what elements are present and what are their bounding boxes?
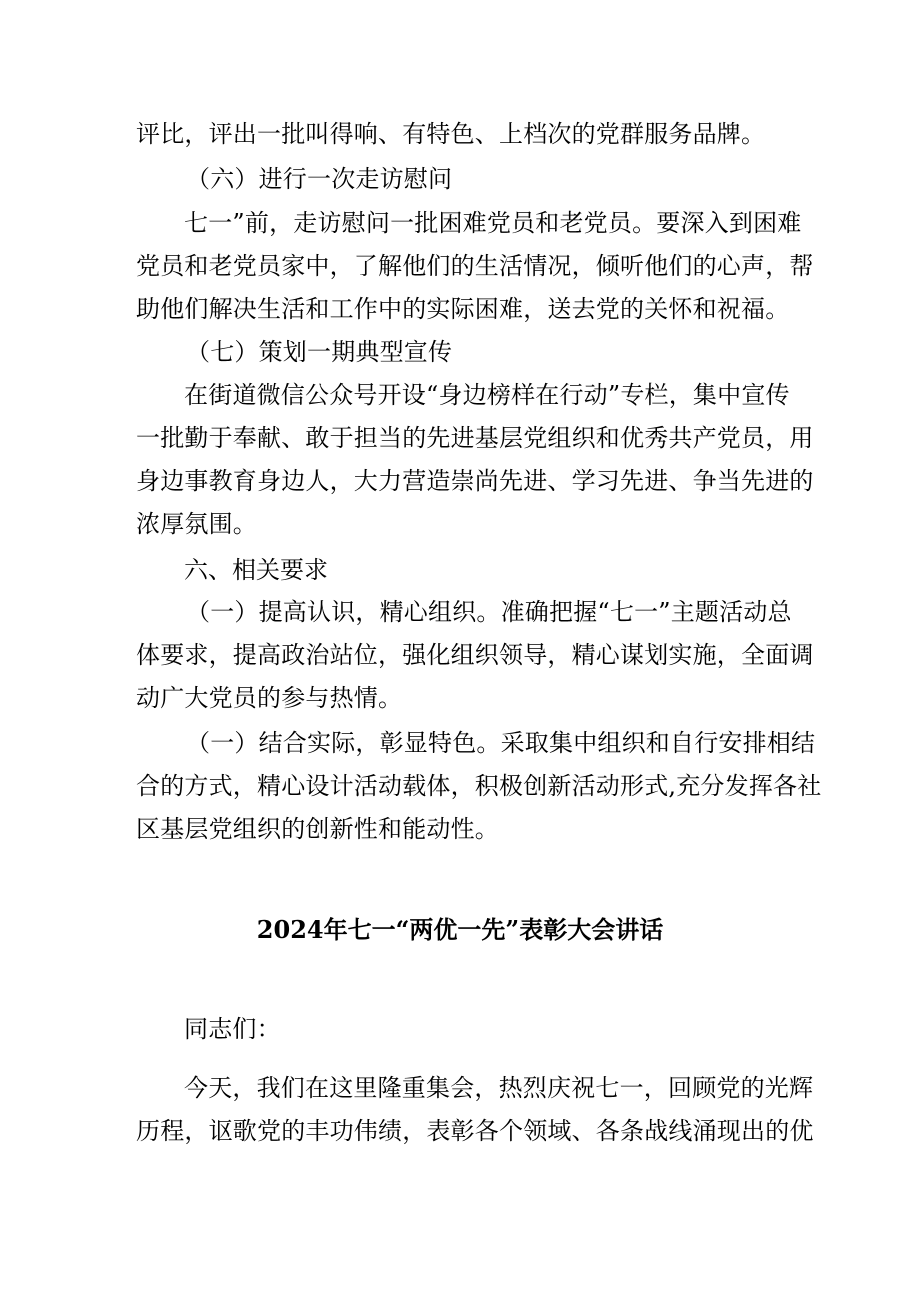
speech-title: 2024年七一“两优一先”表彰大会讲话 <box>256 915 664 944</box>
text-line: 党员和老党员家中，了解他们的生活情况，倾听他们的心声，帮 <box>136 252 814 280</box>
text-line: 身边事教育身边人，大力营造崇尚先进、学习先进、争当先进的 <box>136 467 814 495</box>
text-line: 七一”前，走访慰问一批困难党员和老党员。要深入到困难 <box>184 209 802 237</box>
text-line: 一批勤于奉献、敢于担当的先进基层党组织和优秀共产党员，用 <box>136 424 814 452</box>
text-line: （一）结合实际，彰显特色。采取集中组织和自行安排相结 <box>186 729 816 757</box>
text-line: 体要求，提高政治站位，强化组织领导，精心谋划实施，全面调 <box>136 641 814 669</box>
text-line: 评比，评出一批叫得响、有特色、上档次的党群服务品牌。 <box>136 120 766 148</box>
text-line: （一）提高认识，精心组织。准确把握“七一”主题活动总 <box>186 598 792 626</box>
text-line: 浓厚氛围。 <box>136 510 257 538</box>
section-heading: 六、相关要求 <box>184 556 328 584</box>
subsection-heading: （七）策划一期典型宣传 <box>186 338 453 366</box>
text-line: 在街道微信公众号开设“身边榜样在行动”专栏，集中宣传 <box>184 381 790 409</box>
text-line: 今天，我们在这里隆重集会，热烈庆祝七一，回顾党的光辉 <box>184 1074 814 1102</box>
text-line: 助他们解决生活和工作中的实际困难，送去党的关怀和祝福。 <box>136 295 790 323</box>
subsection-heading: （六）进行一次走访慰问 <box>186 165 453 193</box>
text-line: 合的方式，精心设计活动载体，积极创新活动形式,充分发挥各社 <box>136 772 822 800</box>
text-line: 动广大党员的参与热情。 <box>136 684 403 712</box>
text-line: 历程，讴歌党的丰功伟绩，表彰各个领域、各条战线涌现出的优 <box>136 1117 814 1145</box>
text-line: 区基层党组织的创新性和能动性。 <box>136 815 499 843</box>
salutation: 同志们： <box>184 1015 281 1043</box>
